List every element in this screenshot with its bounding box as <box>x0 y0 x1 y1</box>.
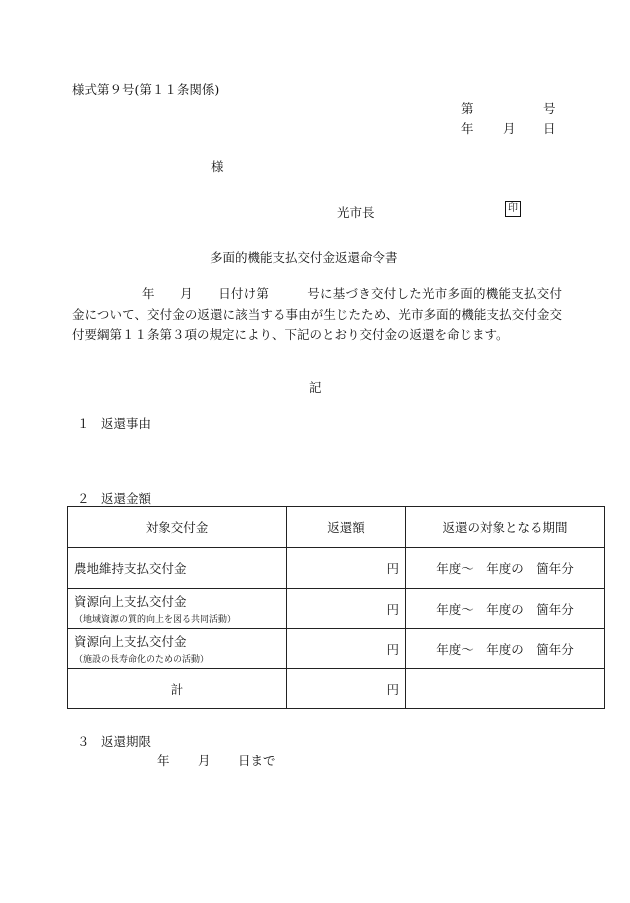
issuer: 光市長 <box>337 205 375 220</box>
table-row <box>68 548 605 589</box>
section3-title: 返還期限 <box>101 734 152 749</box>
header-refund-amount: 返還額 <box>287 507 406 548</box>
grant-subtitle: （施設の長寿命化のための活動） <box>74 655 210 665</box>
ki-label: 記 <box>309 380 322 395</box>
total-label: 計 <box>68 669 287 709</box>
amount-cell: 円 <box>287 589 406 629</box>
body-dated: 日付け第 <box>218 286 270 301</box>
addressee-suffix: 様 <box>211 159 224 174</box>
grant-name: 農地維持支払交付金 <box>68 548 287 589</box>
grant-name: 資源向上支払交付金 （施設の長寿命化のための活動） <box>68 629 287 669</box>
period-cell: 年度～ 年度の 箇年分 <box>406 589 605 629</box>
period-cell: 年度～ 年度の 箇年分 <box>406 629 605 669</box>
refund-amount-table <box>67 506 605 709</box>
table-row <box>68 589 605 629</box>
amount-cell: 円 <box>287 548 406 589</box>
grant-subtitle: （地域資源の質的向上を図る共同活動） <box>74 615 237 625</box>
deadline-until: 日まで <box>238 753 276 768</box>
deadline-year: 年 <box>157 753 170 768</box>
total-period <box>406 669 605 709</box>
section1-title: 返還事由 <box>101 416 152 431</box>
body-rest: 号に基づき交付した光市多面的機能支払交付金について、交付金の返還に該当する事由が生じたため、光市多面的機能支払交付金交付要綱第１１条第３項の規定により、下記のとおり交付金の返還を命じます。 <box>72 286 562 342</box>
total-amount: 円 <box>287 669 406 709</box>
form-label: 様式第９号(第１１条関係) <box>72 82 220 97</box>
grant-name: 資源向上支払交付金 （地域資源の質的向上を図る共同活動） <box>68 589 287 629</box>
period-cell: 年度～ 年度の 箇年分 <box>406 548 605 589</box>
section3-number: ３ <box>77 734 90 749</box>
number-suffix: 号 <box>543 101 556 116</box>
total-row <box>68 669 605 709</box>
date-month: 月 <box>503 121 516 136</box>
section1-number: １ <box>77 416 90 431</box>
document-title: 多面的機能支払交付金返還命令書 <box>210 250 398 265</box>
body-year: 年 <box>142 286 155 301</box>
body-paragraph <box>72 284 562 346</box>
body-month: 月 <box>180 286 193 301</box>
deadline-month: 月 <box>198 753 211 768</box>
date-year: 年 <box>461 121 474 136</box>
seal-stamp: 印 <box>505 201 521 217</box>
section2-title: 返還金額 <box>101 491 152 506</box>
date-day: 日 <box>543 121 556 136</box>
section2-number: ２ <box>77 491 90 506</box>
amount-cell: 円 <box>287 629 406 669</box>
header-target-grant: 対象交付金 <box>68 507 287 548</box>
table-row <box>68 629 605 669</box>
number-prefix: 第 <box>461 101 474 116</box>
header-refund-period: 返還の対象となる期間 <box>406 507 605 548</box>
